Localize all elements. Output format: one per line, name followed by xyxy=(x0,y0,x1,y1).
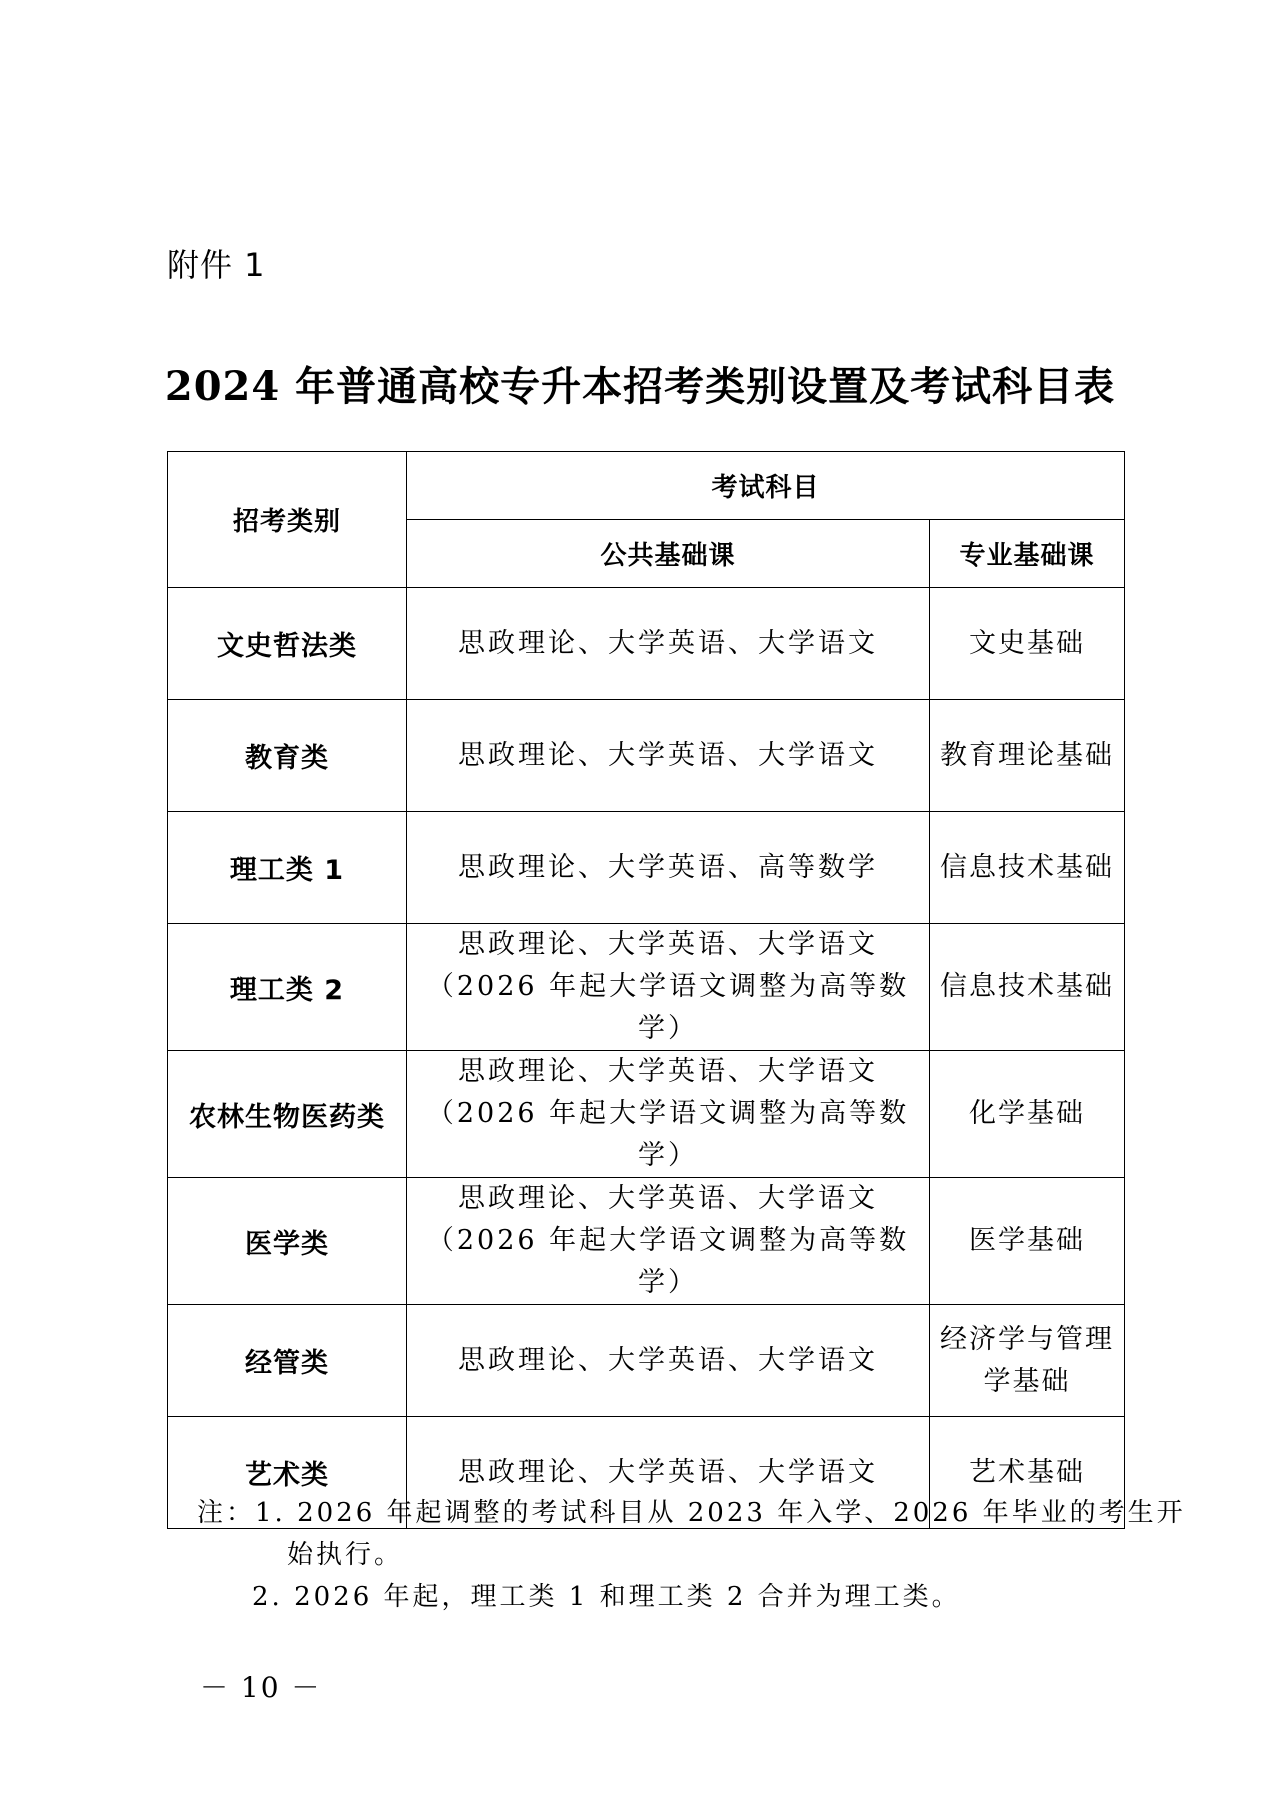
table-row xyxy=(168,924,1125,1051)
professional-courses-cell xyxy=(930,700,1125,812)
page-number: － 10 － xyxy=(200,1671,322,1704)
note-line-2: 始执行。 xyxy=(287,1540,404,1570)
public-courses-cell xyxy=(407,924,930,1051)
category-cell: 农林生物医药类 xyxy=(168,1051,407,1178)
professional-courses-cell xyxy=(930,588,1125,700)
public-courses-line: （2026 年起大学语文调整为高等数学） xyxy=(426,1225,910,1298)
category-cell: 教育类 xyxy=(168,700,407,812)
table-row xyxy=(168,812,1125,924)
public-courses-line: 思政理论、大学英语、大学语文 xyxy=(458,1344,878,1376)
header-professional-courses: 专业基础课 xyxy=(930,520,1125,588)
category-cell: 医学类 xyxy=(168,1178,407,1305)
header-exam-subjects: 考试科目 xyxy=(407,452,1125,520)
header-category: 招考类别 xyxy=(168,452,407,588)
professional-courses-line: 医学基础 xyxy=(969,1225,1085,1256)
table-row xyxy=(168,1051,1125,1178)
public-courses-cell xyxy=(407,588,930,700)
professional-courses-line: 学基础 xyxy=(983,1365,1071,1397)
professional-courses-line: 经济学与管理 xyxy=(940,1323,1114,1355)
professional-courses-cell xyxy=(930,812,1125,924)
header-public-courses: 公共基础课 xyxy=(407,520,930,588)
table-row xyxy=(168,588,1125,700)
note-line-3-text: 2. 2026 年起，理工类 1 和理工类 2 合并为理工类。 xyxy=(252,1582,961,1612)
public-courses-cell xyxy=(407,700,930,812)
note-line-1: 注：1. 2026 年起调整的考试科目从 2023 年入学、2026 年毕业的考生开 xyxy=(197,1498,1186,1528)
professional-courses-line: 艺术基础 xyxy=(969,1456,1085,1488)
public-courses-line: 思政理论、大学英语、大学语文 xyxy=(458,739,878,771)
professional-courses-cell xyxy=(930,1178,1125,1305)
category-cell: 经管类 xyxy=(168,1305,407,1417)
public-courses-line: 思政理论、大学英语、大学语文 xyxy=(458,1456,878,1488)
exam-subjects-table xyxy=(167,451,1125,1529)
notes xyxy=(197,1492,1186,1618)
professional-courses-cell xyxy=(930,1051,1125,1178)
public-courses-cell xyxy=(407,1051,930,1178)
public-courses-cell xyxy=(407,812,930,924)
public-courses-line: 思政理论、大学英语、高等数学 xyxy=(458,851,878,883)
table-body xyxy=(168,588,1125,1529)
public-courses-line: （2026 年起大学语文调整为高等数学） xyxy=(426,971,910,1044)
professional-courses-cell xyxy=(930,1305,1125,1417)
note-line-3 xyxy=(197,1576,1147,1618)
public-courses-line: 思政理论、大学英语、大学语文 xyxy=(458,627,878,659)
table-row xyxy=(168,1305,1125,1417)
public-courses-line: （2026 年起大学语文调整为高等数学） xyxy=(426,1098,910,1171)
public-courses-cell xyxy=(407,1305,930,1417)
professional-courses-line: 信息技术基础 xyxy=(940,851,1114,883)
public-courses-line: 思政理论、大学英语、大学语文 xyxy=(458,1056,878,1087)
table-header-row-1 xyxy=(168,452,1125,520)
table-row xyxy=(168,1178,1125,1305)
attachment-label: 附件 1 xyxy=(167,246,266,284)
professional-courses-cell xyxy=(930,924,1125,1051)
table-row xyxy=(168,700,1125,812)
professional-courses-line: 信息技术基础 xyxy=(940,971,1114,1002)
professional-courses-line: 教育理论基础 xyxy=(940,739,1114,771)
document-title: 2024 年普通高校专升本招考类别设置及考试科目表 xyxy=(164,363,1116,410)
category-cell: 理工类 1 xyxy=(168,812,407,924)
public-courses-cell xyxy=(407,1178,930,1305)
public-courses-line: 思政理论、大学英语、大学语文 xyxy=(458,929,878,960)
category-cell: 艺术类 xyxy=(168,1417,407,1529)
public-courses-line: 思政理论、大学英语、大学语文 xyxy=(458,1183,878,1214)
category-cell: 文史哲法类 xyxy=(168,588,407,700)
professional-courses-line: 化学基础 xyxy=(969,1098,1085,1129)
category-cell: 理工类 2 xyxy=(168,924,407,1051)
professional-courses-line: 文史基础 xyxy=(969,627,1085,659)
